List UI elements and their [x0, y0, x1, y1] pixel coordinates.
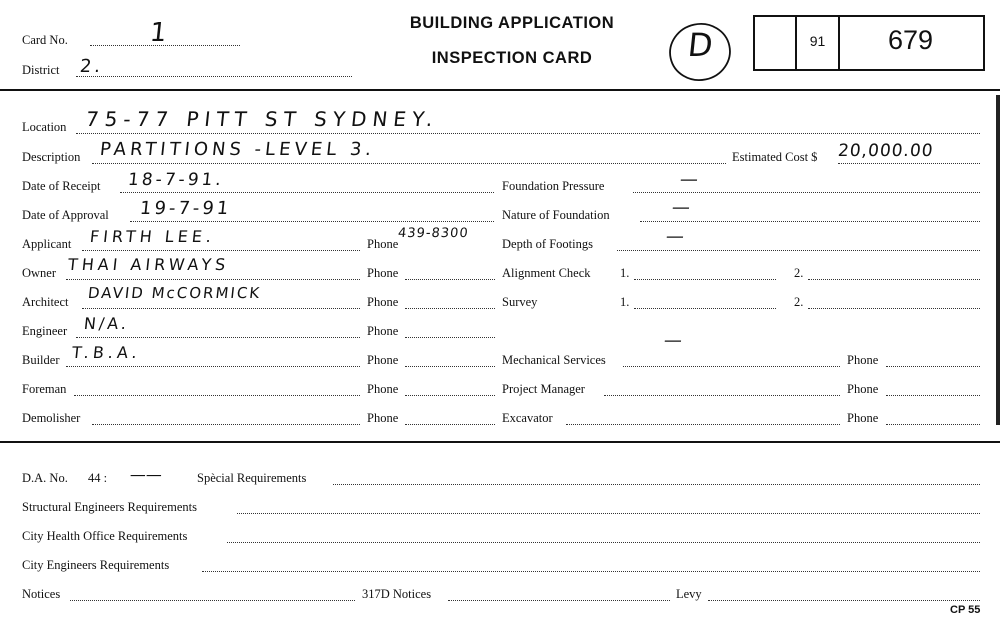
owner-label: Owner [22, 266, 57, 280]
demolisher-label: Demolisher [22, 411, 81, 425]
nature-of-foundation-line [640, 221, 980, 222]
depth-of-footings-value: — [664, 226, 686, 247]
owner-phone-line [405, 279, 495, 280]
city-engineers-requirements-line [202, 571, 980, 572]
estimated-cost-value: 20,000.00 [836, 141, 935, 161]
demolisher-line [92, 424, 360, 425]
district-line [76, 76, 352, 77]
owner-value: THAI AIRWAYS [67, 255, 231, 274]
description-label: Description [22, 150, 81, 164]
section-divider [0, 441, 1000, 443]
foreman-phone-label: Phone [367, 382, 399, 396]
applicant-label: Applicant [22, 237, 72, 251]
mechanical-services-phone-label: Phone [847, 353, 879, 367]
nature-of-foundation-value: — [670, 197, 692, 218]
architect-label: Architect [22, 295, 69, 309]
alignment-check-1-line [634, 279, 776, 280]
date-of-approval-line [130, 221, 494, 222]
foundation-pressure-line [633, 192, 980, 193]
project-manager-phone-line [886, 395, 980, 396]
district-value: 2. [78, 56, 105, 77]
card-no-value: 1 [148, 18, 172, 48]
description-line [92, 163, 726, 164]
survey-2-line [808, 308, 980, 309]
alignment-check-2-line [808, 279, 980, 280]
excavator-line [566, 424, 840, 425]
engineer-phone-line [405, 337, 495, 338]
excavator-phone-line [886, 424, 980, 425]
engineer-value: N/A. [83, 314, 131, 333]
depth-of-footings-label: Depth of Footings [502, 237, 593, 251]
mechanical-services-value: — [662, 330, 684, 351]
excavator-label: Excavator [502, 411, 553, 425]
mechanical-services-phone-line [886, 366, 980, 367]
builder-phone-label: Phone [367, 353, 399, 367]
applicant-phone-label: Phone [367, 237, 399, 251]
architect-phone-label: Phone [367, 295, 399, 309]
title-line-1: BUILDING APPLICATION [409, 14, 615, 32]
nature-of-foundation-label: Nature of Foundation [502, 208, 610, 222]
notices-line [70, 600, 355, 601]
date-of-receipt-value: 18-7-91. [126, 170, 225, 190]
circle-mark-letter: D [686, 26, 715, 64]
survey-1-line [634, 308, 776, 309]
special-requirements-line [333, 484, 980, 485]
project-manager-label: Project Manager [502, 382, 585, 396]
builder-line [66, 366, 360, 367]
da-no-dash: —— [129, 465, 163, 484]
structural-requirements-label: Structural Engineers Requirements [22, 500, 197, 514]
location-line [76, 133, 980, 134]
levy-line [708, 600, 980, 601]
description-value: PARTITIONS -LEVEL 3. [98, 139, 377, 160]
foreman-phone-line [405, 395, 495, 396]
architect-phone-line [405, 308, 495, 309]
foreman-line [74, 395, 360, 396]
depth-of-footings-line [617, 250, 980, 251]
owner-phone-label: Phone [367, 266, 399, 280]
engineer-phone-label: Phone [367, 324, 399, 338]
notices-317d-label: 317D Notices [362, 587, 432, 601]
engineer-line [76, 337, 360, 338]
city-engineers-requirements-label: City Engineers Requirements [22, 558, 170, 572]
levy-label: Levy [676, 587, 702, 601]
mechanical-services-line [623, 366, 840, 367]
title-line-2: INSPECTION CARD [431, 49, 593, 67]
estimated-cost-line [838, 163, 980, 164]
survey-label: Survey [502, 295, 538, 309]
form-code: CP 55 [950, 604, 981, 616]
date-of-receipt-line [120, 192, 494, 193]
health-requirements-label: City Health Office Requirements [22, 529, 188, 543]
builder-label: Builder [22, 353, 60, 367]
structural-requirements-line [237, 513, 980, 514]
card-no-label: Card No. [22, 33, 68, 47]
survey-1: 1. [620, 295, 630, 309]
foundation-pressure-label: Foundation Pressure [502, 179, 605, 193]
da-no-value: 44 : [88, 471, 108, 485]
location-label: Location [22, 120, 67, 134]
box-year: 91 [809, 33, 826, 49]
notices-317d-line [448, 600, 670, 601]
date-of-approval-label: Date of Approval [22, 208, 109, 222]
applicant-value: FIRTH LEE. [89, 227, 216, 246]
survey-2: 2. [794, 295, 804, 309]
demolisher-phone-line [405, 424, 495, 425]
engineer-label: Engineer [22, 324, 68, 338]
special-requirements-label: Spècial Requirements [197, 471, 307, 485]
estimated-cost-label: Estimated Cost $ [732, 150, 818, 164]
header-divider [0, 89, 1000, 91]
health-requirements-line [227, 542, 980, 543]
project-manager-line [604, 395, 840, 396]
owner-line [66, 279, 360, 280]
district-label: District [22, 63, 60, 77]
foundation-pressure-value: — [678, 169, 700, 190]
notices-label: Notices [22, 587, 61, 601]
builder-value: T.B.A. [71, 343, 142, 362]
architect-line [82, 308, 360, 309]
applicant-line [82, 250, 360, 251]
architect-value: DAVID McCORMICK [87, 284, 263, 302]
project-manager-phone-label: Phone [847, 382, 879, 396]
applicant-phone-value: 439-8300 [397, 226, 470, 241]
alignment-check-label: Alignment Check [502, 266, 591, 280]
location-value: 75-77 PITT ST SYDNEY. [84, 107, 440, 131]
builder-phone-line [405, 366, 495, 367]
foreman-label: Foreman [22, 382, 67, 396]
excavator-phone-label: Phone [847, 411, 879, 425]
alignment-check-2: 2. [794, 266, 804, 280]
box-number: 679 [887, 25, 934, 55]
da-no-label: D.A. No. [22, 471, 68, 485]
alignment-check-1: 1. [620, 266, 630, 280]
demolisher-phone-label: Phone [367, 411, 399, 425]
date-of-approval-value: 19-7-91 [138, 198, 233, 219]
mechanical-services-label: Mechanical Services [502, 353, 606, 367]
scan-edge [996, 95, 1000, 425]
date-of-receipt-label: Date of Receipt [22, 179, 101, 193]
